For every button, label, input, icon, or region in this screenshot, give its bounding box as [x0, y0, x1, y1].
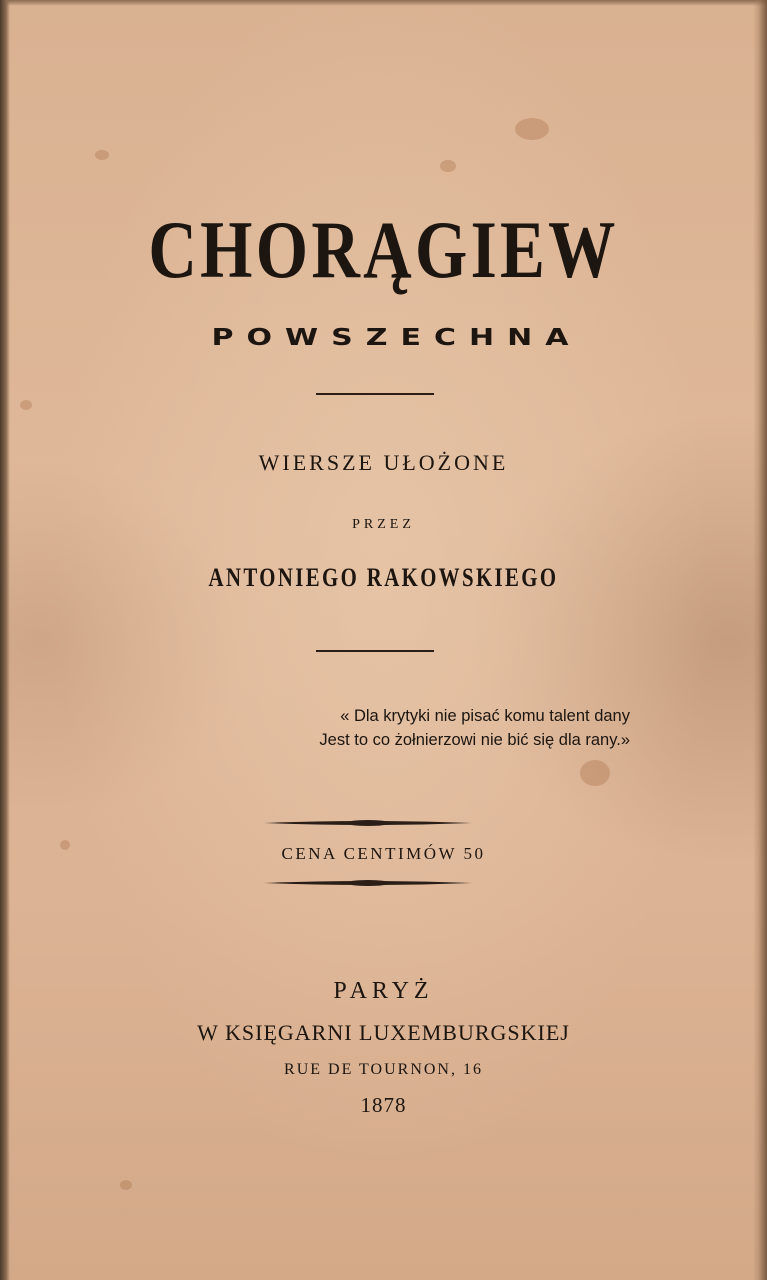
- foxing-spot: [515, 118, 549, 140]
- ornamental-rule-top: [262, 816, 474, 830]
- foxing-spot: [440, 160, 456, 172]
- by-line: PRZEZ: [352, 517, 415, 532]
- price-line: CENA CENTIMÓW 50: [281, 844, 486, 863]
- imprint-publisher: W KSIĘGARNI LUXEMBURGSKIEJ: [197, 1020, 570, 1045]
- epigraph: [200, 704, 646, 752]
- author-rule: [316, 650, 434, 652]
- imprint-year: 1878: [360, 1093, 407, 1117]
- verse-line: WIERSZE UŁOŻONE: [258, 450, 509, 475]
- book-subtitle: POWSZECHNA: [211, 323, 582, 352]
- page-top-edge: [0, 0, 767, 6]
- page-right-edge: [753, 0, 767, 1280]
- foxing-spot: [20, 400, 32, 410]
- ornamental-rule-bottom: [262, 876, 474, 890]
- foxing-spot: [580, 760, 610, 786]
- imprint-address: RUE DE TOURNON, 16: [284, 1061, 483, 1078]
- imprint-city: PARYŻ: [333, 978, 434, 1004]
- author-name: ANTONIEGO RAKOWSKIEGO: [208, 563, 559, 592]
- epigraph-line: « Dla krytyki nie pisać komu talent dany: [340, 707, 630, 725]
- page-left-edge: [0, 0, 10, 1280]
- title-rule: [316, 393, 434, 395]
- epigraph-line: Jest to co żołnierzowi nie bić się dla rany.»: [319, 731, 630, 749]
- foxing-spot: [95, 150, 109, 160]
- book-title: CHORĄGIEW: [148, 204, 619, 295]
- foxing-spot: [120, 1180, 132, 1190]
